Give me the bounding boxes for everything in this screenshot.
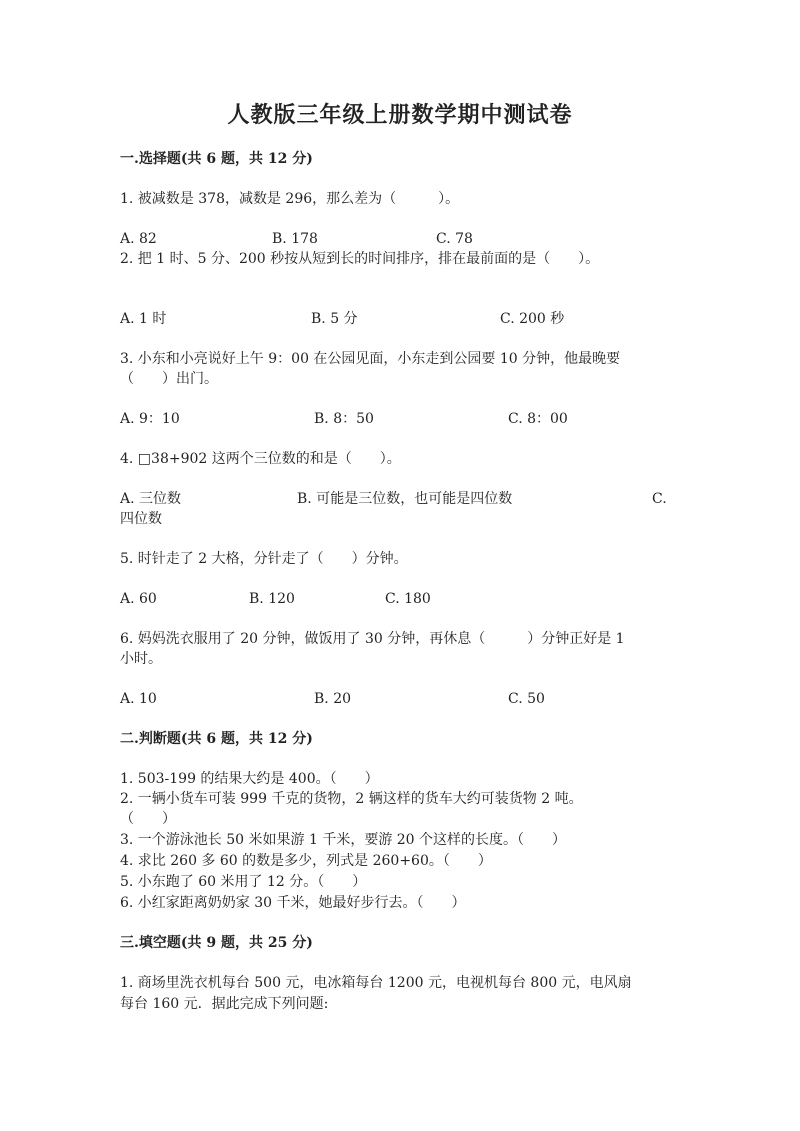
- section-heading-fill: 三.填空题(共 9 题，共 25 分): [120, 935, 313, 951]
- q6-option-b: B. 20: [314, 691, 352, 707]
- q2-option-b: B. 5 分: [311, 311, 358, 327]
- q3-option-c: C. 8：00: [508, 411, 568, 427]
- q6-option-a: A. 10: [120, 691, 157, 707]
- judgement-item-4: 4. 求比 260 多 60 的数是多少，列式是 260+60。（ ）: [120, 853, 492, 869]
- q6-option-c: C. 50: [508, 691, 545, 707]
- judgement-item-3: 3. 一个游泳池长 50 米如果游 1 千米，要游 20 个这样的长度。（ ）: [120, 832, 567, 848]
- judgement-item-5: 5. 小东跑了 60 米用了 12 分。（ ）: [120, 874, 367, 890]
- question-6-line1: 6. 妈妈洗衣服用了 20 分钟，做饭用了 30 分钟，再休息（ ）分钟正好是 1: [120, 631, 625, 647]
- q2-option-a: A. 1 时: [120, 311, 167, 327]
- q5-option-c: C. 180: [385, 591, 431, 607]
- question-2: 2. 把 1 时、5 分、200 秒按从短到长的时间排序，排在最前面的是（ ）。: [120, 251, 600, 267]
- section-heading-judgement: 二.判断题(共 6 题，共 12 分): [120, 731, 313, 747]
- q4-option-a: A. 三位数: [120, 491, 182, 507]
- q5-option-a: A. 60: [120, 591, 157, 607]
- q3-option-a: A. 9：10: [120, 411, 180, 427]
- fill-question-1-line2: 每台 160 元．据此完成下列问题:: [120, 996, 329, 1012]
- q1-option-a: A. 82: [120, 231, 157, 247]
- q4-option-b: B. 可能是三位数，也可能是四位数: [297, 491, 513, 507]
- judgement-item-6: 6. 小红家距离奶奶家 30 千米，她最好步行去。（ ）: [120, 895, 466, 911]
- question-5: 5. 时针走了 2 大格，分针走了（ ）分钟。: [120, 551, 408, 567]
- judgement-item-2-bracket: （ ）: [120, 811, 176, 827]
- q5-option-b: B. 120: [249, 591, 295, 607]
- question-4: 4. □38+902 这两个三位数的和是（ ）。: [120, 451, 401, 467]
- q1-option-b: B. 178: [272, 231, 318, 247]
- judgement-item-1: 1. 503-199 的结果大约是 400。（ ）: [120, 771, 379, 787]
- q4-option-c: C.: [652, 491, 667, 507]
- page-title: 人教版三年级上册数学期中测试卷: [227, 102, 573, 128]
- fill-question-1-line1: 1. 商场里洗衣机每台 500 元，电冰箱每台 1200 元，电视机每台 800 元，电风扇: [120, 975, 632, 991]
- section-heading-choice: 一.选择题(共 6 题，共 12 分): [120, 151, 313, 167]
- q4-option-c-text: 四位数: [120, 511, 162, 527]
- judgement-item-2: 2. 一辆小货车可装 999 千克的货物，2 辆这样的货车大约可装货物 2 吨。: [120, 791, 583, 807]
- q1-option-c: C. 78: [436, 231, 473, 247]
- q3-option-b: B. 8：50: [314, 411, 374, 427]
- question-3-line2: （ ）出门。: [120, 371, 218, 387]
- question-3-line1: 3. 小东和小亮说好上午 9：00 在公园见面，小东走到公园要 10 分钟，他最晚要: [120, 351, 621, 367]
- question-6-line2: 小时。: [120, 651, 162, 667]
- question-1: 1. 被减数是 378，减数是 296，那么差为（ ）。: [120, 191, 460, 207]
- q2-option-c: C. 200 秒: [500, 311, 565, 327]
